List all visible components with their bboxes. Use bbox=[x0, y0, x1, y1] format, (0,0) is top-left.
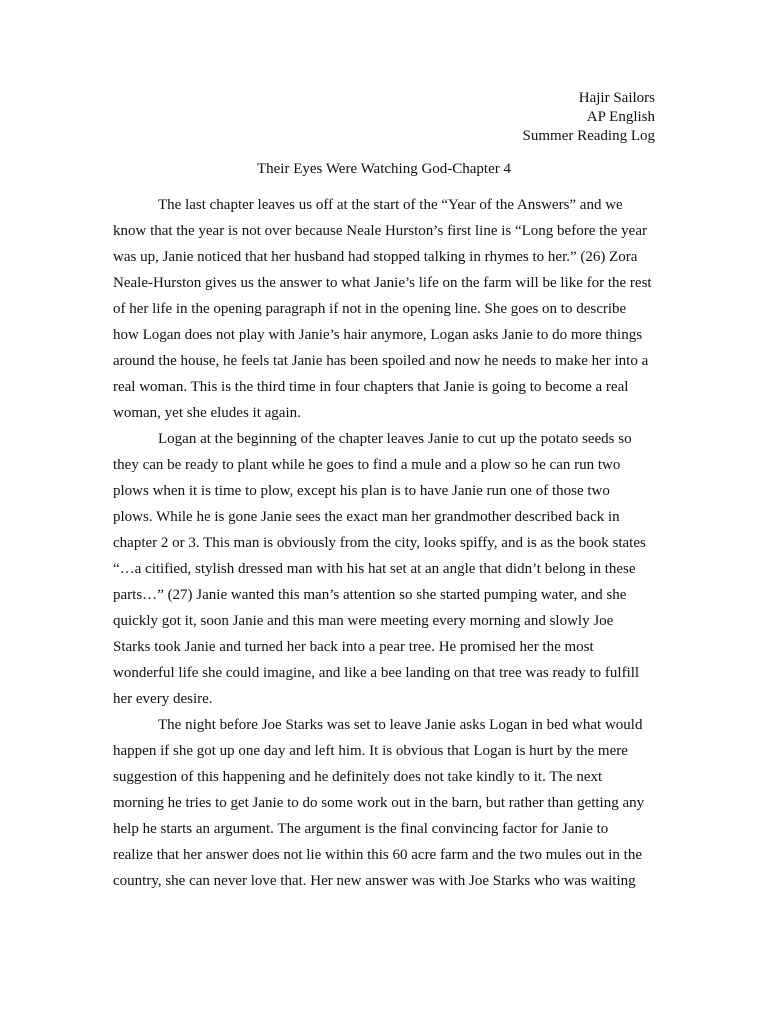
text-line: Logan at the beginning of the chapter leaves Janie to cut up the potato seeds so bbox=[158, 431, 632, 447]
text-line: parts…” (27) Janie wanted this man’s attention so she started pumping water, and she bbox=[113, 587, 627, 603]
text-line: they can be ready to plant while he goes to find a mule and a plow so he can run two bbox=[113, 457, 621, 473]
text-line: happen if she got up one day and left him. It is obvious that Logan is hurt by the mere bbox=[113, 743, 628, 759]
text-line: plows. While he is gone Janie sees the exact man her grandmother described back in bbox=[113, 509, 620, 525]
text-line: morning he tries to get Janie to do some work out in the barn, but rather than getting any bbox=[113, 795, 645, 811]
assignment-name: Summer Reading Log bbox=[522, 128, 655, 144]
text-line: country, she can never love that. Her new answer was with Joe Starks who was waiting bbox=[113, 873, 636, 889]
document-body bbox=[113, 192, 655, 894]
text-line: know that the year is not over because Neale Hurston’s first line is “Long before the year bbox=[113, 223, 647, 239]
paragraph bbox=[113, 426, 655, 712]
course-name: AP English bbox=[586, 109, 655, 125]
author-name: Hajir Sailors bbox=[578, 90, 655, 106]
text-line: around the house, he feels tat Janie has been spoiled and now he needs to make her into a bbox=[113, 353, 649, 369]
text-line: wonderful life she could imagine, and like a bee landing on that tree was ready to fulfill bbox=[113, 665, 640, 681]
text-line: “…a citified, stylish dressed man with his hat set at an angle that didn’t belong in these bbox=[113, 561, 636, 577]
text-line: suggestion of this happening and he definitely does not take kindly to it. The next bbox=[113, 769, 603, 785]
paragraph bbox=[113, 712, 655, 894]
text-line: Starks took Janie and turned her back into a pear tree. He promised her the most bbox=[113, 639, 594, 655]
text-line: was up, Janie noticed that her husband had stopped talking in rhymes to her.” (26) Zora bbox=[113, 249, 638, 265]
text-line: chapter 2 or 3. This man is obviously from the city, looks spiffy, and is as the book states bbox=[113, 535, 646, 551]
text-line: realize that her answer does not lie within this 60 acre farm and the two mules out in the bbox=[113, 847, 643, 863]
text-line: The night before Joe Starks was set to leave Janie asks Logan in bed what would bbox=[158, 717, 643, 733]
text-line: quickly got it, soon Janie and this man were meeting every morning and slowly Joe bbox=[113, 613, 614, 629]
text-line: real woman. This is the third time in four chapters that Janie is going to become a real bbox=[113, 379, 629, 395]
text-line: of her life in the opening paragraph if not in the opening line. She goes on to describe bbox=[113, 301, 627, 317]
text-line: Neale-Hurston gives us the answer to what Janie’s life on the farm will be like for the rest bbox=[113, 275, 652, 291]
text-line: help he starts an argument. The argument is the final convincing factor for Janie to bbox=[113, 821, 609, 837]
document-header bbox=[523, 89, 655, 146]
text-line: woman, yet she eludes it again. bbox=[113, 405, 301, 421]
paragraph bbox=[113, 192, 655, 426]
text-line: The last chapter leaves us off at the start of the “Year of the Answers” and we bbox=[158, 197, 623, 213]
document-title: Their Eyes Were Watching God-Chapter 4 bbox=[256, 161, 512, 177]
text-line: how Logan does not play with Janie’s hair anymore, Logan asks Janie to do more things bbox=[113, 327, 643, 343]
text-line: plows when it is time to plow, except his plan is to have Janie run one of those two bbox=[113, 483, 610, 499]
text-line: her every desire. bbox=[113, 691, 213, 707]
